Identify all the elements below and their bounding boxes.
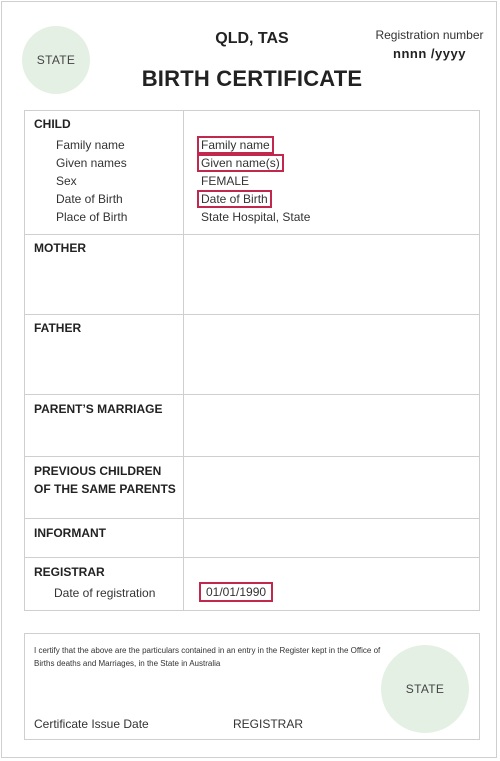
registration-date-label: Date of registration — [54, 586, 156, 600]
child-given-names-label: Given names — [56, 156, 127, 170]
father-heading: FATHER — [34, 321, 82, 335]
child-family-name-value: Family name — [197, 136, 274, 154]
certificate-table — [24, 110, 480, 611]
child-dob-value: Date of Birth — [197, 190, 272, 208]
child-family-name-label: Family name — [56, 138, 125, 152]
certificate-page — [1, 1, 497, 758]
registration-number-label: Registration number — [375, 28, 484, 42]
certificate-issue-date-label: Certificate Issue Date — [34, 717, 149, 731]
previous-children-heading-line2: OF THE SAME PARENTS — [34, 482, 176, 496]
mother-heading: MOTHER — [34, 241, 86, 255]
page-title: BIRTH CERTIFICATE — [141, 66, 363, 91]
marriage-heading: PARENT’S MARRIAGE — [34, 402, 163, 416]
seal-text: STATE — [36, 53, 76, 67]
informant-heading: INFORMANT — [34, 526, 106, 540]
child-sex-value: FEMALE — [201, 174, 250, 188]
child-dob-label: Date of Birth — [56, 192, 123, 206]
father-section — [25, 315, 479, 395]
previous-children-section — [25, 457, 479, 519]
registrar-section — [25, 558, 479, 610]
marriage-section — [25, 395, 479, 457]
child-place-of-birth-label: Place of Birth — [56, 210, 128, 224]
registrar-heading: REGISTRAR — [34, 565, 105, 579]
seal-text: STATE — [405, 682, 445, 696]
state-seal-bottom — [381, 645, 469, 733]
states-heading: QLD, TAS — [215, 30, 289, 47]
child-heading: CHILD — [34, 117, 71, 131]
child-section — [25, 111, 479, 235]
registrar-signature-label: REGISTRAR — [233, 717, 304, 731]
certification-statement: I certify that the above are the particulars contained in an entry in the Register kept in the Office of Births deaths and Marriages, in the State in Australia — [34, 646, 381, 668]
informant-section — [25, 519, 479, 558]
registration-date-value: 01/01/1990 — [199, 582, 273, 602]
previous-children-heading-line1: PREVIOUS CHILDREN — [34, 464, 162, 478]
child-place-of-birth-value: State Hospital, State — [201, 210, 311, 224]
child-given-names-value: Given name(s) — [197, 154, 284, 172]
child-sex-label: Sex — [56, 174, 77, 188]
registration-number-value: nnnn /yyyy — [393, 46, 466, 61]
state-seal-top — [22, 26, 90, 94]
mother-section — [25, 235, 479, 315]
